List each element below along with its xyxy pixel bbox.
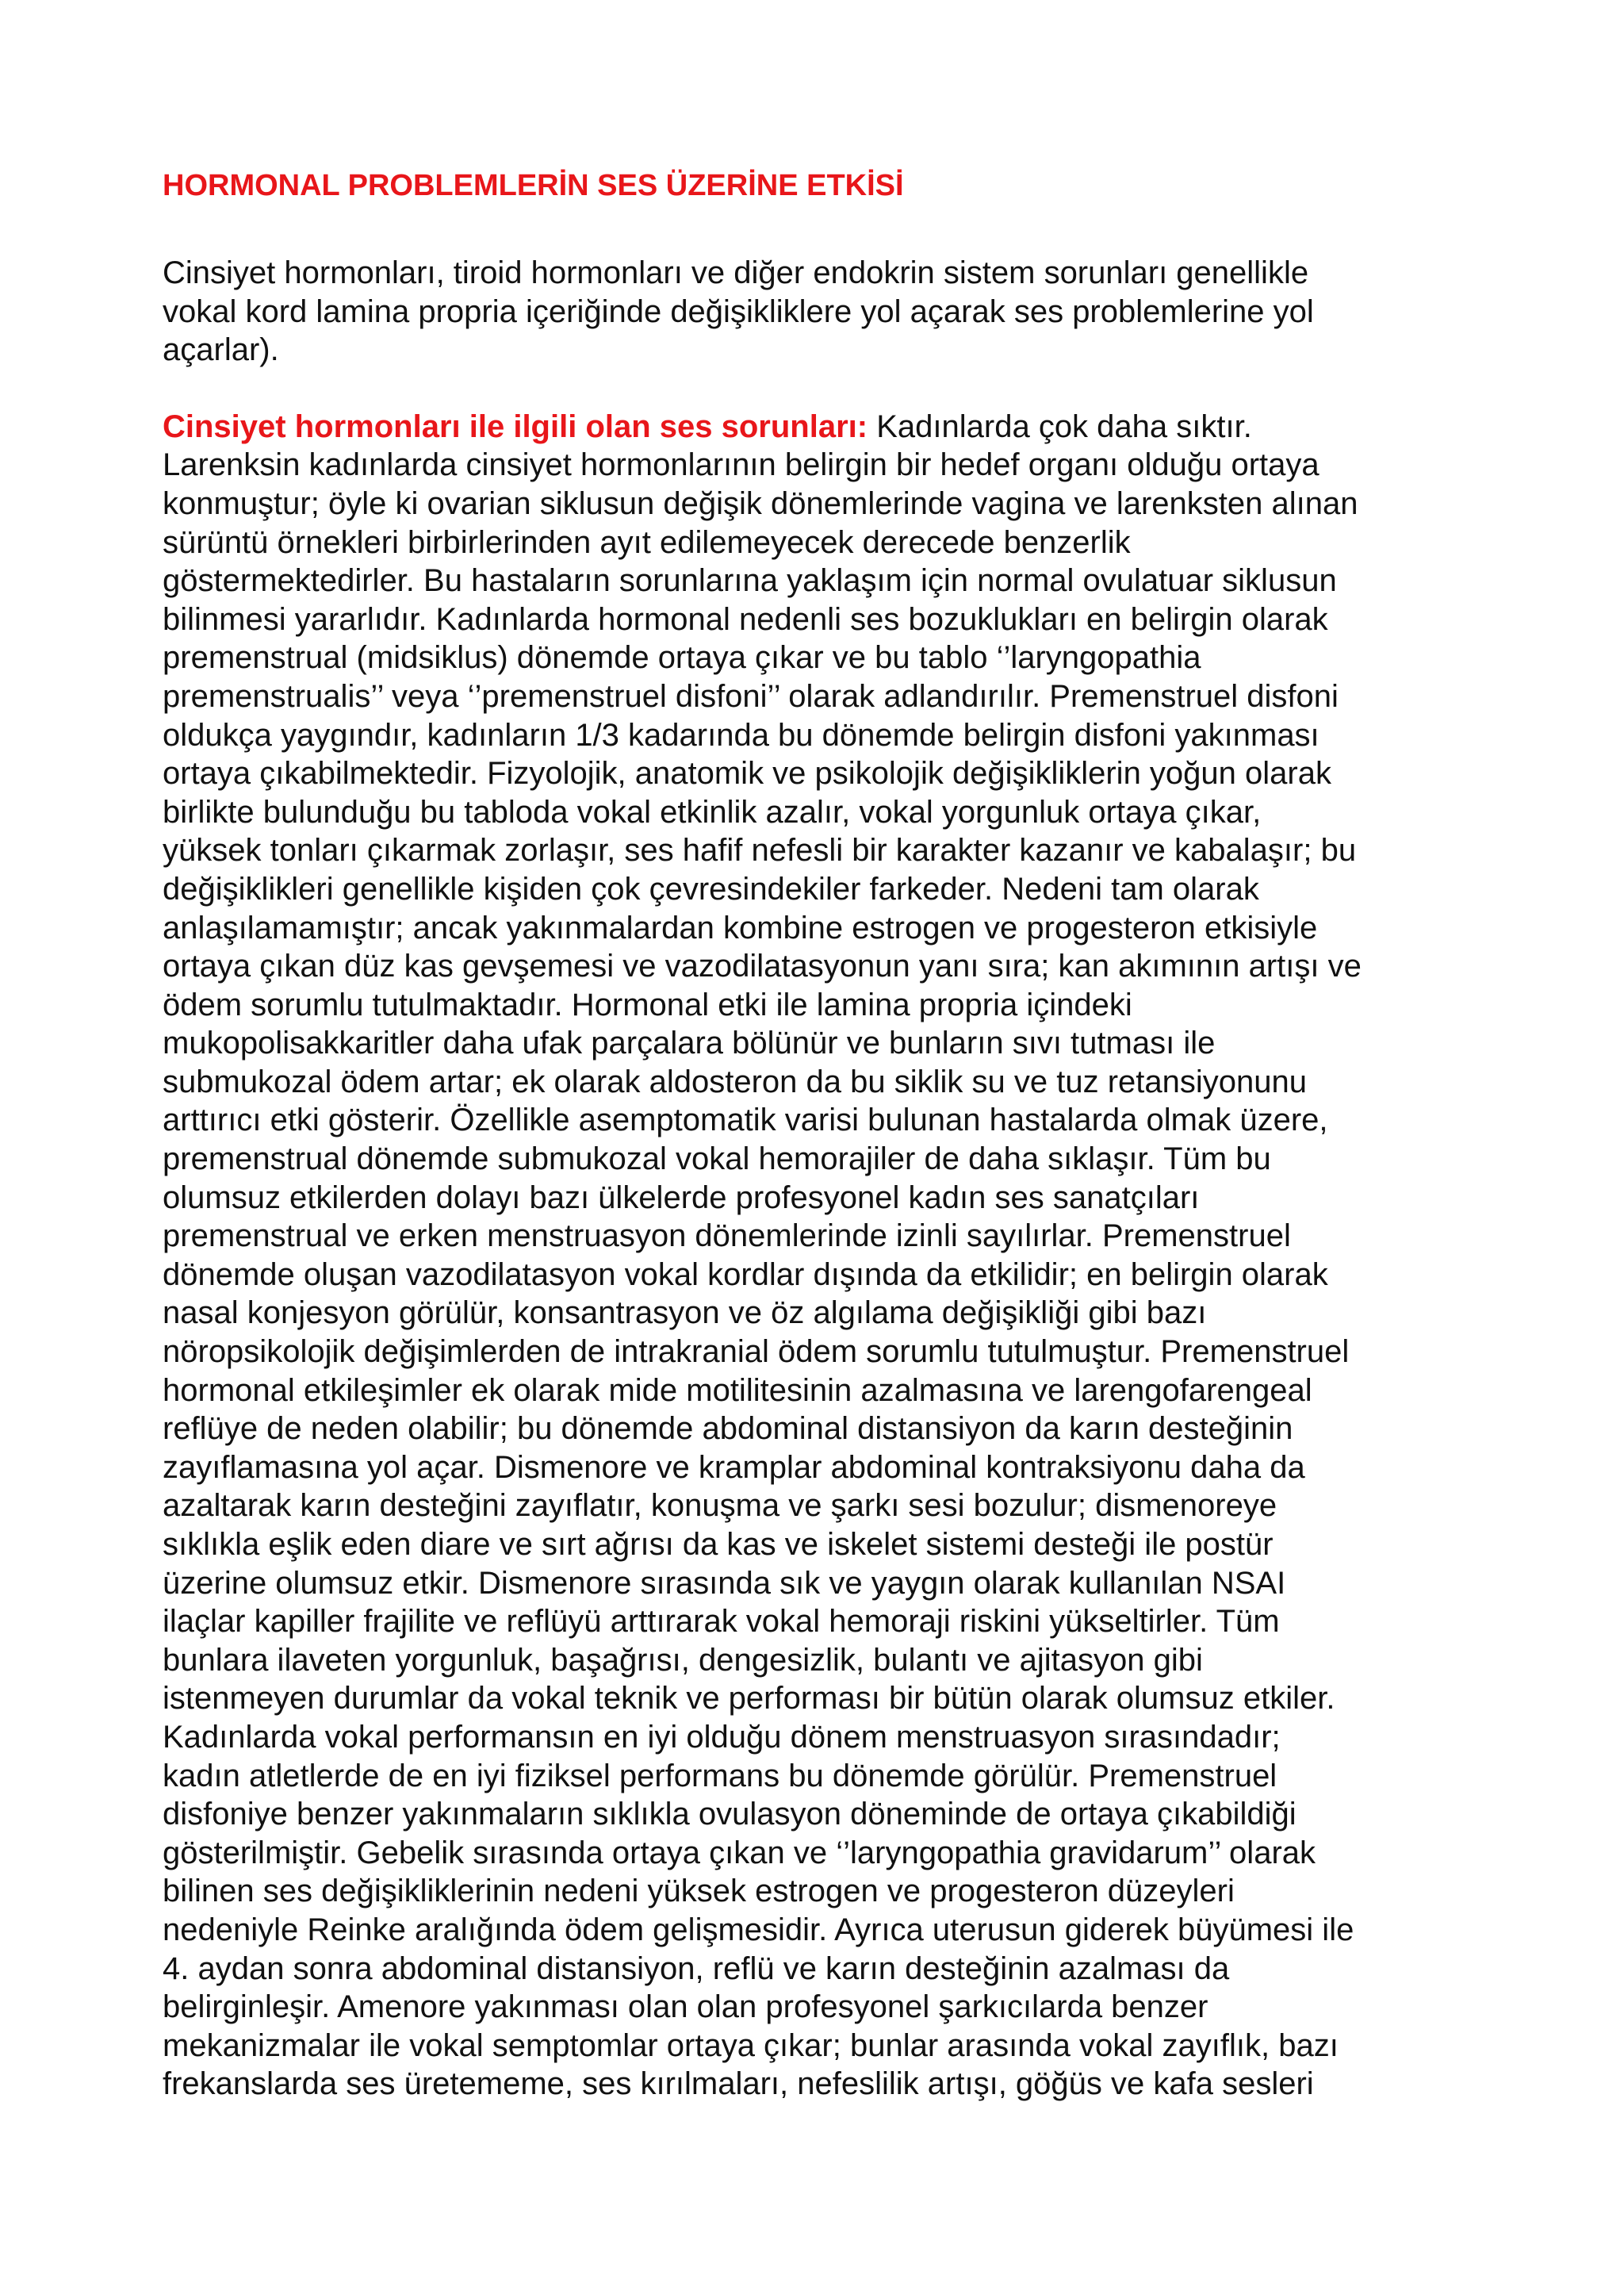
body-text-line: hormonal etkileşimler ek olarak mide motilitesinin azalmasına ve larengofarengeal: [163, 1372, 1312, 1408]
body-text-line: mukopolisakkaritler daha ufak parçalara bölünür ve bunların sıvı tutması ile: [163, 1026, 1216, 1061]
body-text-line: dönemde oluşan vazodilatasyon vokal kordlar dışında da etkilidir; en belirgin olarak: [163, 1256, 1328, 1292]
body-text-line: yüksek tonları çıkarmak zorlaşır, ses hafif nefesli bir karakter kazanır ve kabalaşır; bu: [163, 833, 1357, 869]
section-paragraph: [163, 408, 1503, 2104]
body-text-line: Larenksin kadınlarda cinsiyet hormonlarının belirgin bir hedef organı olduğu ortaya: [163, 447, 1320, 483]
body-text-line: nedeniyle Reinke aralığında ödem gelişmesidir. Ayrıca uterusun giderek büyümesi ile: [163, 1912, 1354, 1947]
body-text-line: ortaya çıkan düz kas gevşemesi ve vazodilatasyonun yanı sıra; kan akımının artışı ve: [163, 949, 1362, 984]
body-text-line: sürüntü örnekleri birbirlerinden ayıt edilemeyecek derecede benzerlik: [163, 524, 1131, 560]
body-text-line: göstermektedirler. Bu hastaların sorunlarına yaklaşım için normal ovulatuar siklusun: [163, 563, 1337, 599]
body-text-line: zayıflamasına yol açar. Dismenore ve kramplar abdominal kontraksiyonu daha da: [163, 1449, 1305, 1485]
body-text-line: premenstrual (midsiklus) dönemde ortaya çıkar ve bu tablo ‘’laryngopathia: [163, 640, 1201, 676]
body-text-line: anlaşılamamıştır; ancak yakınmalardan kombine estrogen ve progesteron etkisiyle: [163, 910, 1318, 946]
body-text-line: gösterilmiştir. Gebelik sırasında ortaya çıkan ve ‘’laryngopathia gravidarum’’ olarak: [163, 1835, 1316, 1870]
body-text-line: premenstrualis’’ veya ‘’premenstruel disfoni’’ olarak adlandırılır. Premenstruel disfoni: [163, 678, 1339, 714]
body-text-line: Kadınlarda vokal performansın en iyi olduğu dönem menstruasyon sırasındadır;: [163, 1719, 1281, 1755]
body-text-line: olumsuz etkilerden dolayı bazı ülkelerde profesyonel kadın ses sanatçıları: [163, 1180, 1200, 1215]
body-text-line: değişiklikleri genellikle kişiden çok çevresindekiler farkeder. Nedeni tam olarak: [163, 871, 1259, 907]
intro-paragraph: [163, 254, 1503, 370]
intro-line: Cinsiyet hormonları, tiroid hormonları ve diğer endokrin sistem sorunları genellikle: [163, 255, 1309, 290]
body-text-line: nasal konjesyon görülür, konsantrasyon ve öz algılama değişikliği gibi bazı: [163, 1295, 1207, 1331]
body-text-line: reflüye de neden olabilir; bu dönemde abdominal distansiyon da karın desteğinin: [163, 1411, 1293, 1447]
section-first-line-text: Kadınlarda çok daha sıktır.: [868, 409, 1252, 444]
document-content: [163, 167, 1503, 2104]
body-text-line: azaltarak karın desteğini zayıflatır, konuşma ve şarkı sesi bozulur; dismenoreye: [163, 1488, 1277, 1524]
body-text-line: bilinen ses değişikliklerinin nedeni yüksek estrogen ve progesteron düzeyleri: [163, 1874, 1235, 1909]
body-text-line: konmuştur; öyle ki ovarian siklusun değişik dönemlerinde vagina ve larenksten alınan: [163, 485, 1358, 521]
body-text-line: bilinmesi yararlıdır. Kadınlarda hormonal nedenli ses bozuklukları en belirgin olarak: [163, 601, 1328, 637]
body-text-line: oldukça yaygındır, kadınların 1/3 kadarında bu dönemde belirgin disfoni yakınması: [163, 717, 1320, 753]
body-text-line: birlikte bulunduğu bu tabloda vokal etkinlik azalır, vokal yorgunluk ortaya çıkar,: [163, 794, 1262, 830]
body-text-line: bunlara ilaveten yorgunluk, başağrısı, dengesizlik, bulantı ve ajitasyon gibi: [163, 1642, 1203, 1678]
section-heading: Cinsiyet hormonları ile ilgili olan ses sorunları:: [163, 409, 868, 444]
body-text-line: 4. aydan sonra abdominal distansiyon, reflü ve karın desteğinin azalması da: [163, 1951, 1230, 1986]
body-text-line: mekanizmalar ile vokal semptomlar ortaya çıkar; bunlar arasında vokal zayıflık, bazı: [163, 2027, 1339, 2063]
section-body-lines: [163, 446, 1503, 2104]
body-text-line: frekanslarda ses üretememe, ses kırılmaları, nefeslilik artışı, göğüs ve kafa sesleri: [163, 2066, 1314, 2102]
body-text-line: ilaçlar kapiller frajilite ve reflüyü arttırarak vokal hemoraji riskini yükseltirler. Tüm: [163, 1604, 1280, 1640]
body-text-line: üzerine olumsuz etkir. Dismenore sırasında sık ve yaygın olarak kullanılan NSAI: [163, 1565, 1286, 1601]
body-text-line: disfoniye benzer yakınmaların sıklıkla ovulasyon döneminde de ortaya çıkabildiği: [163, 1797, 1297, 1832]
body-text-line: ödem sorumlu tutulmaktadır. Hormonal etki ile lamina propria içindeki: [163, 987, 1132, 1022]
body-text-line: submukozal ödem artar; ek olarak aldosteron da bu siklik su ve tuz retansiyonunu: [163, 1064, 1307, 1099]
body-text-line: nöropsikolojik değişimlerden de intrakranial ödem sorumlu tutulmuştur. Premenstruel: [163, 1334, 1350, 1370]
body-text-line: belirginleşir. Amenore yakınması olan olan profesyonel şarkıcılarda benzer: [163, 1989, 1208, 2025]
intro-line: açarlar).: [163, 332, 279, 368]
body-text-line: premenstrual dönemde submukozal vokal hemorajiler de daha sıklaşır. Tüm bu: [163, 1141, 1271, 1177]
body-text-line: arttırıcı etki gösterir. Özellikle asemptomatik varisi bulunan hastalarda olmak üzere,: [163, 1103, 1328, 1138]
body-text-line: ortaya çıkabilmektedir. Fizyolojik, anatomik ve psikolojik değişikliklerin yoğun olarak: [163, 756, 1331, 792]
body-text-line: premenstrual ve erken menstruasyon dönemlerinde izinli sayılırlar. Premenstruel: [163, 1218, 1291, 1254]
body-text-line: kadın atletlerde de en iyi fiziksel performans bu dönemde görülür. Premenstruel: [163, 1758, 1277, 1793]
body-text-line: istenmeyen durumlar da vokal teknik ve performası bir bütün olarak olumsuz etkiler.: [163, 1681, 1335, 1717]
section-first-line: [163, 408, 1503, 447]
intro-line: vokal kord lamina propria içeriğinde değişikliklere yol açarak ses problemlerine yol: [163, 293, 1314, 329]
document-title: HORMONAL PROBLEMLERİN SES ÜZERİNE ETKİSİ: [163, 169, 904, 202]
body-text-line: sıklıkla eşlik eden diare ve sırt ağrısı da kas ve iskelet sistemi desteği ile postür: [163, 1527, 1274, 1562]
